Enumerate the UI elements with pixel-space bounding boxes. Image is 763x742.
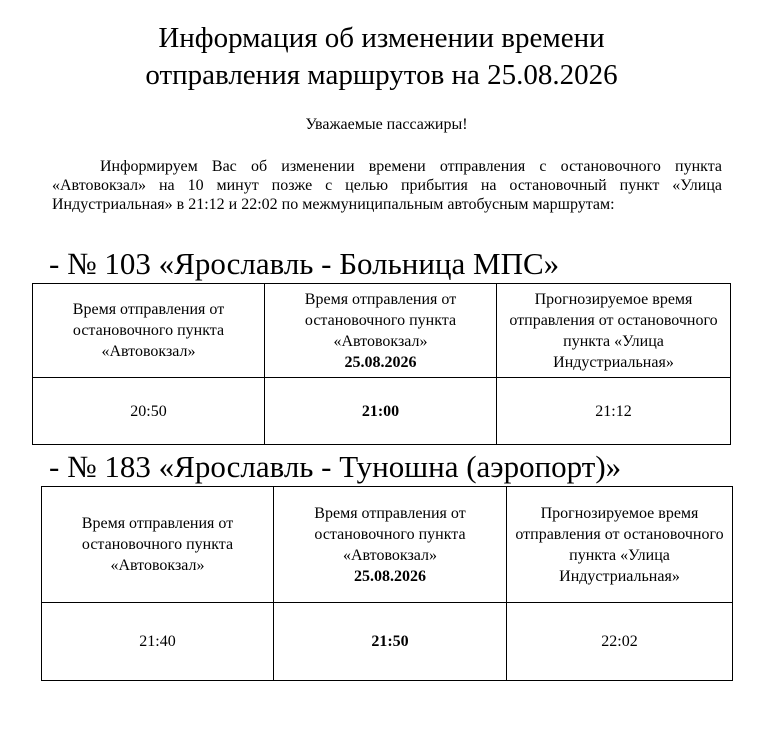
- forecast-time-cell: 21:12: [497, 378, 731, 445]
- table-header-row: [33, 284, 731, 378]
- header-cell-new-departure: [265, 284, 497, 378]
- route-183-heading: - № 183 «Ярославль - Туношна (аэропорт)»: [49, 449, 622, 484]
- table-header-row: [42, 487, 733, 603]
- info-paragraph: Информируем Вас об изменении времени отправления с остановочного пункта «Автовокзал» на 10 минут позже с целью прибытия на остановочный пункт «Улица Индустриальная» в 21:12 и 22:02 по межмуниципальным автобусным маршрутам:: [52, 158, 722, 213]
- route-103-heading: - № 103 «Ярославль - Больница МПС»: [49, 246, 560, 281]
- header-forecast-text: Прогнозируемое время отправления от остановочного пункта «Улица Индустриальная»: [515, 504, 724, 585]
- header-departure-text: Время отправления от остановочного пункта «Автовокзал»: [72, 301, 225, 360]
- title-line-2: отправления маршрутов на 25.08.2026: [145, 59, 618, 91]
- table-row: [33, 378, 731, 445]
- old-time-cell: 20:50: [33, 378, 265, 445]
- page-title: [0, 20, 763, 94]
- header-cell-departure: [42, 487, 274, 603]
- route-183-table: [41, 486, 733, 681]
- header-cell-new-departure: [274, 487, 507, 603]
- header-new-departure-text: Время отправления от остановочного пункта «Автовокзал»: [304, 290, 457, 350]
- new-time-cell: 21:00: [265, 378, 497, 445]
- header-new-departure-text: Время отправления от остановочного пункта «Автовокзал»: [314, 504, 466, 564]
- forecast-time-cell: 22:02: [507, 603, 733, 681]
- header-departure-text: Время отправления от остановочного пункта «Автовокзал»: [81, 515, 234, 574]
- header-date: 25.08.2026: [354, 567, 426, 585]
- header-forecast-text: Прогнозируемое время отправления от остановочного пункта «Улица Индустриальная»: [509, 290, 718, 371]
- route-103-table: [32, 283, 731, 445]
- header-cell-departure: [33, 284, 265, 378]
- header-cell-forecast: [497, 284, 731, 378]
- greeting: Уважаемые пассажиры!: [305, 116, 468, 133]
- table-row: [42, 603, 733, 681]
- old-time-cell: 21:40: [42, 603, 274, 681]
- header-date: 25.08.2026: [344, 353, 417, 371]
- title-line-1: Информация об изменении времени: [158, 22, 605, 54]
- header-cell-forecast: [507, 487, 733, 603]
- new-time-cell: 21:50: [274, 603, 507, 681]
